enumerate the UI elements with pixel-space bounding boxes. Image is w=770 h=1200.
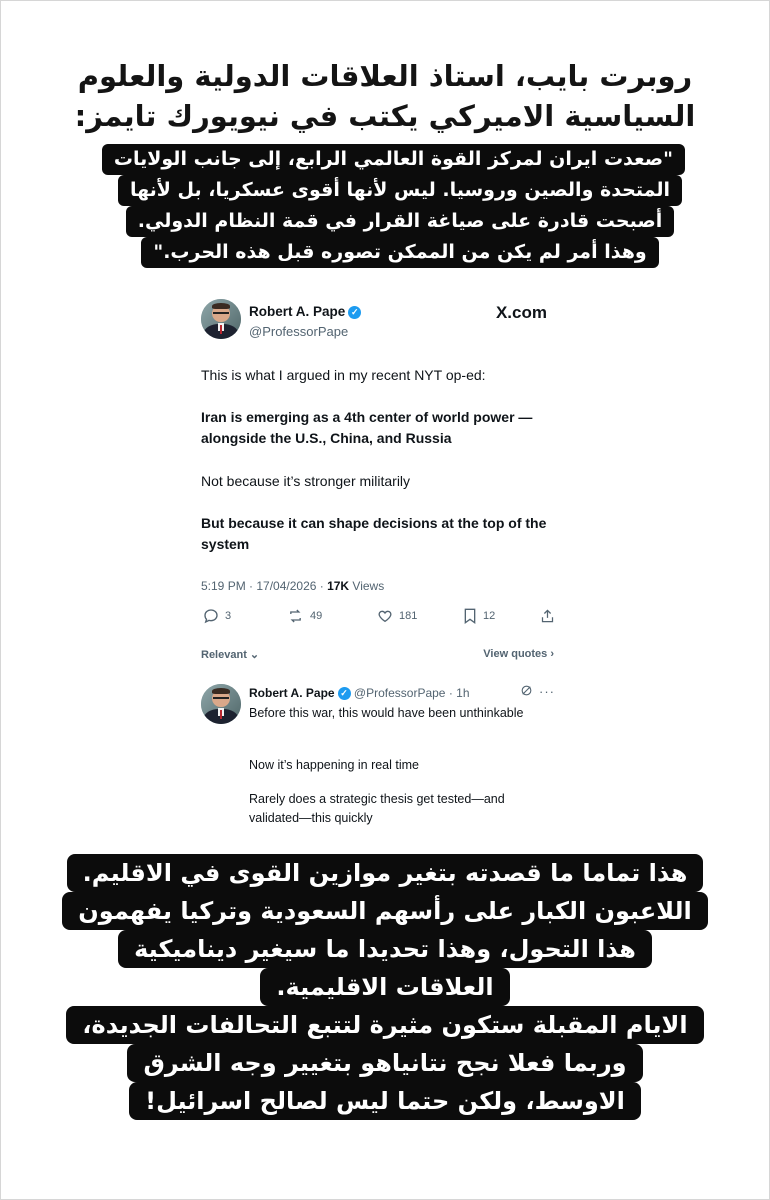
quote-line: أصبحت قادرة على صياغة القرار في قمة النظام الدولي.: [126, 206, 674, 237]
quote-line: "صعدت ايران لمركز القوة العالمي الرابع، إلى جانب الولايات: [102, 144, 685, 175]
grok-icon[interactable]: [520, 684, 533, 697]
analysis-line: العلاقات الاقليمية.: [260, 968, 509, 1006]
tweet-actions: [201, 608, 556, 628]
verified-badge-icon: ✓: [348, 306, 361, 319]
analysis-line: هذا تماما ما قصدته بتغير موازين القوى في الاقليم.: [67, 854, 704, 892]
repost-count: 49: [310, 610, 323, 622]
author-handle[interactable]: @ProfessorPape: [249, 324, 349, 339]
reply-text: Rarely does a strategic thesis get tested—and validated—this quickly: [249, 792, 505, 825]
reply-icon: [203, 608, 219, 624]
repost-button[interactable]: [287, 608, 322, 624]
tweet-card: [192, 292, 567, 840]
share-icon: [540, 608, 555, 624]
reply-text: Before this war, this would have been unthinkable: [249, 706, 524, 720]
tweet-bold-statement: Iran is emerging as a 4th center of world power —alongside the U.S., China, and Russia: [201, 409, 533, 446]
sort-relevant-dropdown[interactable]: Relevant ⌄: [201, 649, 260, 661]
verified-badge-icon: ✓: [338, 687, 351, 700]
analysis-line: هذا التحول، وهذا تحديدا ما سيغير ديناميكية: [118, 930, 652, 968]
like-count: 181: [399, 610, 418, 622]
author-name[interactable]: Robert A. Pape ✓: [249, 304, 361, 319]
reply-handle-time: @ProfessorPape · 1h: [353, 686, 470, 700]
title-line: روبرت بايب، استاذ العلاقات الدولية والعلوم: [77, 59, 693, 93]
bookmark-count: 12: [483, 610, 496, 622]
reply-author[interactable]: Robert A. Pape ✓ @ProfessorPape · 1h: [249, 686, 470, 700]
like-button[interactable]: [377, 608, 417, 624]
bookmark-button[interactable]: [463, 608, 495, 624]
x-logo: X.com: [495, 303, 547, 322]
tweet-plain-statement: Not because it’s stronger militarily: [201, 473, 411, 489]
timestamp: 5:19 PM · 17/04/2026 ·: [201, 579, 328, 593]
views-label: Views: [349, 579, 385, 593]
author-avatar[interactable]: [201, 299, 241, 339]
quote-caption: [115, 144, 685, 268]
quote-line: وهذا أمر لم يكن من الممكن تصوره قبل هذه الحرب.": [141, 237, 658, 268]
tweet-intro: This is what I argued in my recent NYT op-ed:: [201, 367, 486, 383]
analysis-line: وربما فعلا نجح نتانياهو بتغيير وجه الشرق: [127, 1044, 642, 1082]
more-options-icon[interactable]: ···: [539, 684, 555, 699]
title-line: السياسية الاميركي يكتب في نيويورك تايمز:: [74, 99, 696, 133]
reply-count: 3: [225, 610, 232, 622]
reply-text: Now it’s happening in real time: [249, 758, 420, 772]
tweet-bold-statement: But because it can shape decisions at the top of the system: [201, 515, 547, 552]
tweet-meta: [201, 579, 384, 593]
heart-icon: [377, 608, 393, 624]
story-title: [40, 56, 730, 136]
analysis-line: الايام المقبلة ستكون مثيرة لتتبع التحالفات الجديدة،: [66, 1006, 703, 1044]
reply-avatar[interactable]: [201, 684, 241, 724]
bookmark-icon: [463, 608, 477, 624]
analysis-caption: [42, 854, 728, 1120]
analysis-line: الاوسط، ولكن حتما ليس لصالح اسرائيل!: [129, 1082, 641, 1120]
views-count: 17K: [327, 579, 350, 593]
view-quotes-link[interactable]: View quotes ›: [483, 648, 554, 660]
repost-icon: [287, 608, 304, 624]
quote-line: المتحدة والصين وروسيا. ليس لأنها أقوى عسكريا، بل لأنها: [118, 175, 682, 206]
analysis-line: اللاعبون الكبار على رأسهم السعودية وتركيا يفهمون: [62, 892, 707, 930]
share-button[interactable]: [540, 608, 555, 624]
reply-button[interactable]: [203, 608, 231, 624]
